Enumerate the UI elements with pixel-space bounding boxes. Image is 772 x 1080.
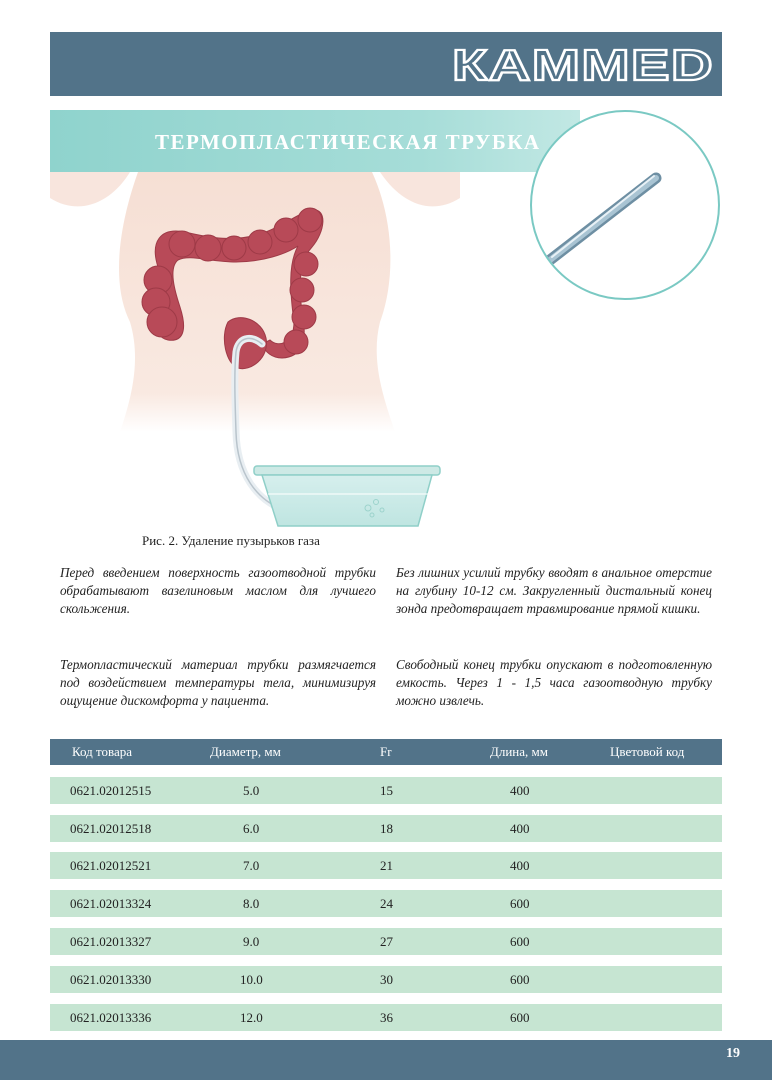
cell-length: 600 <box>510 934 530 949</box>
cell-fr: 15 <box>380 783 393 798</box>
tube-detail-circle <box>530 110 720 300</box>
page-number: 19 <box>726 1046 740 1061</box>
cell-fr: 36 <box>380 1010 393 1025</box>
cell-code: 0621.02012521 <box>70 858 152 873</box>
table-row <box>50 777 722 804</box>
table-row <box>50 890 722 917</box>
cell-code: 0621.02012518 <box>70 821 152 836</box>
cell-fr: 21 <box>380 858 393 873</box>
paragraph-removal: Свободный конец трубки опускают в подготовленную емкость. Через 1 - 1,5 часа газоотводную трубку можно извлечь. <box>396 657 712 708</box>
right-arm <box>380 172 460 206</box>
cell-fr: 30 <box>380 972 393 987</box>
figure-caption: Рис. 2. Удаление пузырьков газа <box>142 533 320 548</box>
cell-diameter: 12.0 <box>240 1010 263 1025</box>
left-arm <box>50 172 130 206</box>
kammed-logo <box>442 42 722 86</box>
cell-length: 600 <box>510 896 530 911</box>
tube-detail-icon <box>532 112 718 298</box>
cell-code: 0621.02013330 <box>70 972 152 987</box>
product-table <box>50 739 722 1025</box>
cell-fr: 27 <box>380 934 393 949</box>
cell-length: 600 <box>510 972 530 987</box>
paragraph-insertion: Без лишних усилий трубку вводят в анальное отерстие на глубину 10-12 см. Закругленный дистальный конец зонда предотвращает травмирование прямой кишки. <box>396 565 712 616</box>
paragraph-lubrication: Перед введением поверхность газоотводной трубки обрабатывают вазелиновым маслом для лучшего скольжения. <box>60 565 376 616</box>
cell-length: 400 <box>510 783 530 798</box>
anatomy-illustration <box>50 172 530 532</box>
header-bar <box>50 32 722 96</box>
cell-diameter: 10.0 <box>240 972 263 987</box>
cell-code: 0621.02012515 <box>70 783 152 798</box>
cell-diameter: 7.0 <box>243 858 260 873</box>
header-code: Код товара <box>72 744 133 759</box>
table-row <box>50 815 722 842</box>
cell-fr: 24 <box>380 896 393 911</box>
svg-text:КАММЕD: КАММЕD <box>452 42 714 86</box>
cell-length: 400 <box>510 821 530 836</box>
cell-code: 0621.02013327 <box>70 934 152 949</box>
cell-diameter: 9.0 <box>243 934 260 949</box>
paragraph-material: Термопластический материал трубки размягчается под воздействием температуры тела, минимизируя ощущение дискомфорта у пациента. <box>60 657 376 708</box>
cell-diameter: 5.0 <box>243 783 260 798</box>
basin <box>254 466 440 526</box>
header-color-code: Цветовой код <box>610 744 685 759</box>
cell-code: 0621.02013324 <box>70 896 152 911</box>
table-row <box>50 852 722 879</box>
title-band <box>50 110 580 172</box>
footer-bar <box>0 1040 772 1080</box>
cell-diameter: 8.0 <box>243 896 260 911</box>
table-row <box>50 928 722 955</box>
cell-fr: 18 <box>380 821 393 836</box>
cell-length: 600 <box>510 1010 530 1025</box>
table-row <box>50 966 722 993</box>
header-length: Длина, мм <box>490 744 548 759</box>
cell-diameter: 6.0 <box>243 821 260 836</box>
table-row <box>50 1004 722 1031</box>
cell-code: 0621.02013336 <box>70 1010 152 1025</box>
page-title: ТЕРМОПЛАСТИЧЕСКАЯ ТРУБКА <box>155 130 541 154</box>
table-header <box>50 739 722 765</box>
header-fr: Fr <box>380 744 392 759</box>
cell-length: 400 <box>510 858 530 873</box>
header-diameter: Диаметр, мм <box>210 744 281 759</box>
